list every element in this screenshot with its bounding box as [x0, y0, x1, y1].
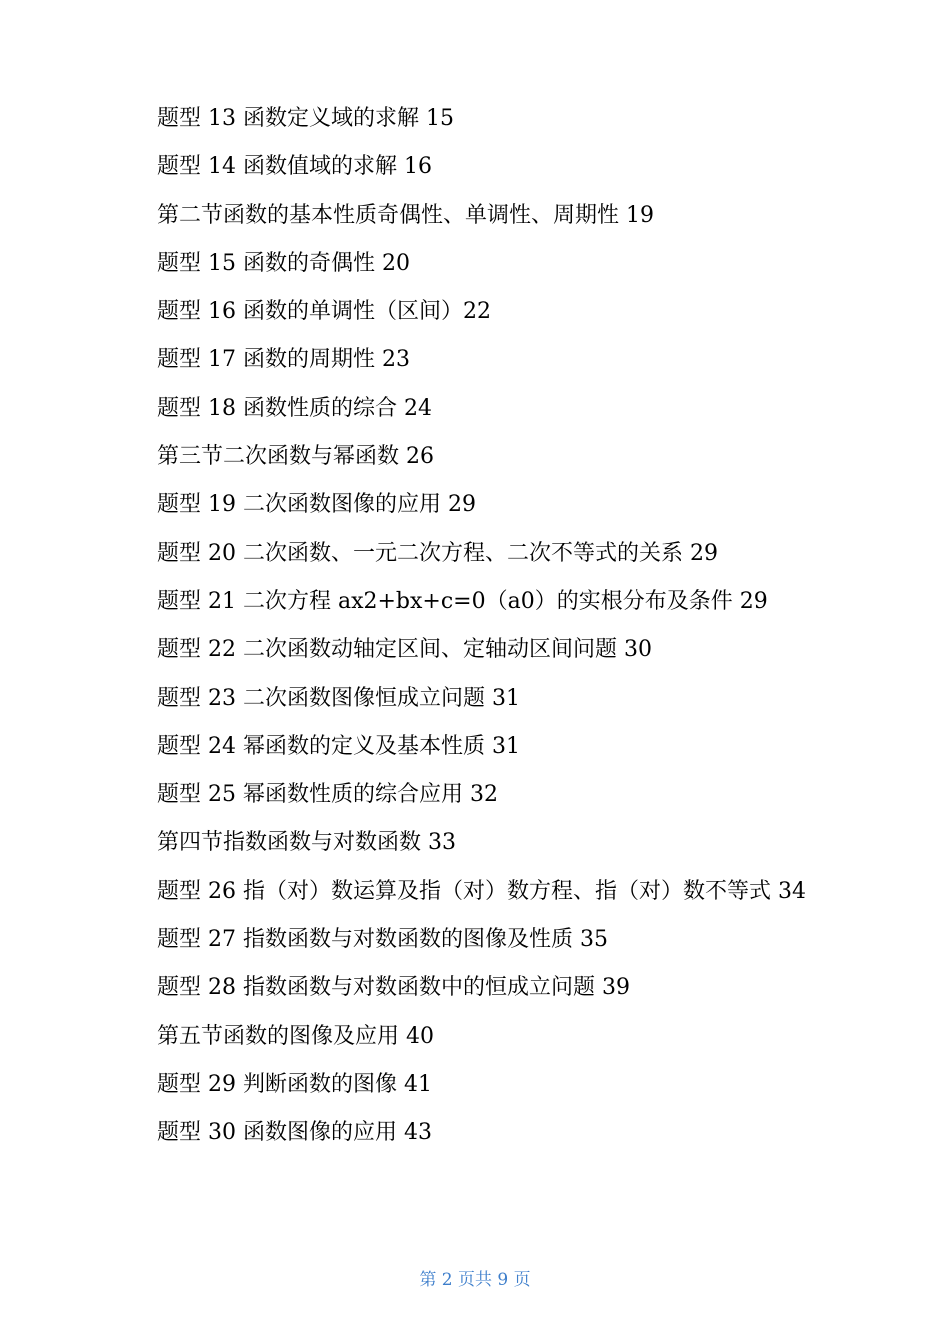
toc-entry: 题型 19 二次函数图像的应用 29 [157, 492, 476, 518]
toc-entry: 题型 30 函数图像的应用 43 [157, 1120, 432, 1146]
toc-entry: 题型 28 指数函数与对数函数中的恒成立问题 39 [157, 975, 630, 1001]
toc-entry: 题型 25 幂函数性质的综合应用 32 [157, 782, 498, 808]
toc-entry: 题型 29 判断函数的图像 41 [157, 1071, 432, 1097]
toc-entry: 题型 24 幂函数的定义及基本性质 31 [157, 733, 520, 759]
toc-entry: 题型 22 二次函数动轴定区间、定轴动区间问题 30 [157, 637, 652, 663]
toc-entry: 第五节函数的图像及应用 40 [157, 1023, 434, 1049]
toc-entry: 题型 13 函数定义域的求解 15 [157, 106, 454, 131]
toc-entry: 题型 27 指数函数与对数函数的图像及性质 35 [157, 927, 608, 953]
toc-entry: 题型 21 二次方程 ax2+bx+c=0（a0）的实根分布及条件 29 [157, 588, 768, 614]
toc-entry: 题型 15 函数的奇偶性 20 [157, 250, 410, 276]
table-of-contents [157, 104, 847, 1167]
toc-entry: 第二节函数的基本性质奇偶性、单调性、周期性 19 [157, 202, 654, 228]
toc-entry: 题型 14 函数值域的求解 16 [157, 154, 432, 180]
page-footer: 第 2 页共 9 页 [419, 1270, 531, 1290]
toc-entry: 题型 16 函数的单调性（区间）22 [157, 299, 491, 325]
toc-entry: 题型 17 函数的周期性 23 [157, 347, 410, 373]
toc-entry: 第四节指数函数与对数函数 33 [157, 830, 456, 856]
toc-entry: 第三节二次函数与幂函数 26 [157, 444, 434, 470]
toc-entry: 题型 20 二次函数、一元二次方程、二次不等式的关系 29 [157, 540, 718, 566]
toc-entry: 题型 26 指（对）数运算及指（对）数方程、指（对）数不等式 34 [157, 878, 806, 904]
toc-entry: 题型 23 二次函数图像恒成立问题 31 [157, 685, 520, 711]
toc-entry: 题型 18 函数性质的综合 24 [157, 395, 432, 421]
